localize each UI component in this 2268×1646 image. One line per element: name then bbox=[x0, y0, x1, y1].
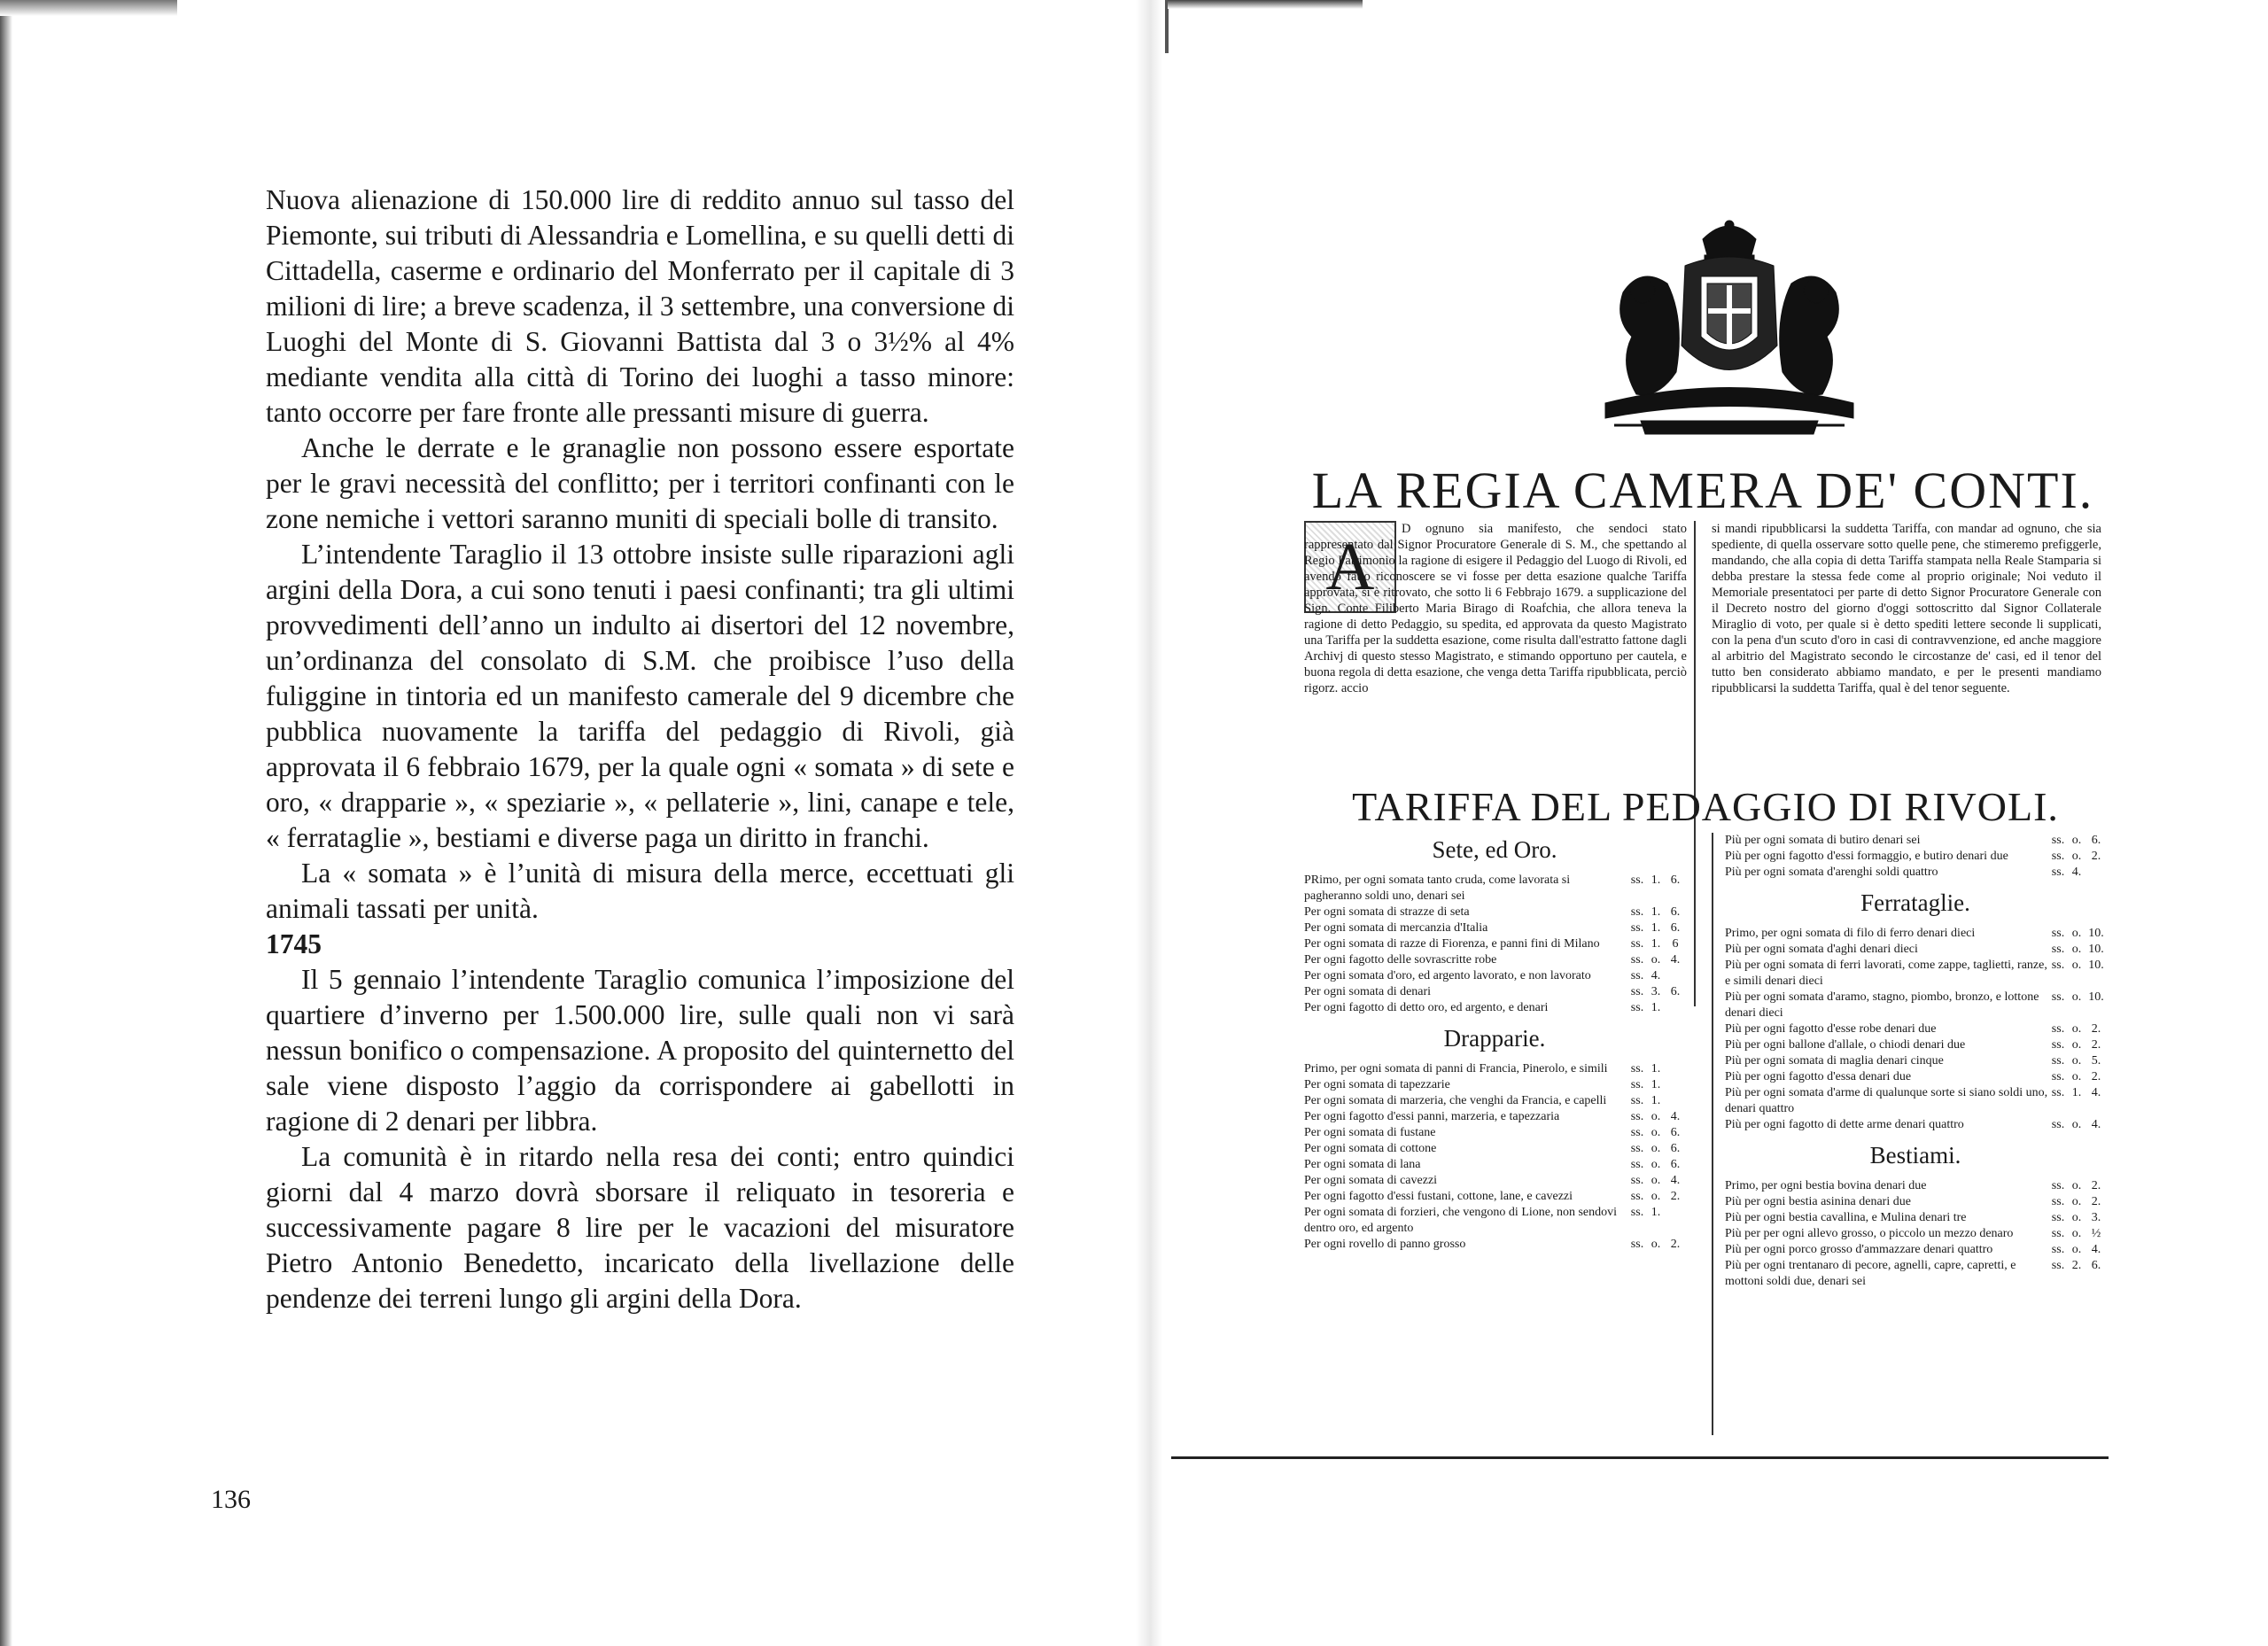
tariff-item: PRimo, per ogni somata tanto cruda, come lavorata si pagheranno soldi uno, denari sei bbox=[1304, 873, 1571, 903]
paragraph: Il 5 gennaio l’intendente Taraglio comunica l’imposizione del quartiere d’inverno per 1.500.000 lire, sulle quali non vi sarà nessun bonifico o compensazione. A proposito del quinternetto del sale viene disposto l’aggio da corrispondere ai gabellotti in ragione di 2 denari per libbra. bbox=[266, 964, 1014, 1137]
tariff-amount: o. bbox=[2071, 1227, 2082, 1240]
tariff-amount: 6 bbox=[1672, 937, 1679, 951]
tariff-amount: 2. bbox=[1670, 1190, 1681, 1203]
tariff-item: Per ogni somata di tapezzarie bbox=[1304, 1078, 1450, 1091]
tariff-row bbox=[1725, 958, 2106, 990]
tariff-amount: 1. bbox=[1651, 1206, 1661, 1219]
tariff-row bbox=[1725, 1178, 2106, 1194]
tariff-item: Per ogni somata di forzieri, che vengono di Lione, non sendovi dentro oro, ed argento bbox=[1304, 1206, 1618, 1235]
decree-column-2 bbox=[1712, 521, 2101, 696]
paragraph: Nuova alienazione di 150.000 lire di reddito annuo sul tasso del Piemonte, sui tributi di Alessandria e Lomellina, e su quelli detti di Cittadella, caserme e ordinario del Monferrato per il capitale di 3 milioni di lire; a breve scadenza, il 3 settembre, una conversione di Luoghi del Monte di S. Giovanni Battista dal 3 o 3½% al 4% mediante vendita alla città di Torino dei luoghi a tasso minore: tanto occorre per fare fronte alle pressanti misure di guerra. bbox=[266, 184, 1014, 428]
tariff-amount: 2. bbox=[2071, 1259, 2082, 1272]
tariff-item: Più per ogni fagotto d'esse robe denari due bbox=[1725, 1022, 1937, 1036]
left-page-top-shadow bbox=[0, 0, 177, 16]
tariff-row bbox=[1304, 1061, 1685, 1077]
tariff-item: Più per ogni somata d'arenghi soldi quattro bbox=[1725, 866, 1938, 879]
tariff-amount: 1. bbox=[1651, 1078, 1661, 1091]
paragraph: L’intendente Taraglio il 13 ottobre insiste sulle riparazioni agli argini della Dora, a cui sono tenuti i paesi confinanti; tra gli ultimi provvedimenti dell’anno un indulto ai disertori del 12 novembre, un’ordinanza del consolato di S.M. che proibisce l’uso della fuliggine in tintoria ed un manifesto camerale del 9 dicembre che pubblica nuovamente la tariffa del pedaggio di Rivoli, già approvata il 6 febbraio 1679, per la quale ogni « somata » di sete e oro, « drapparie », « speziarie », « pellaterie », lini, canape e tele, « ferrataglie », bestiami e diverse paga un diritto in franchi. bbox=[266, 539, 1014, 853]
page-bottom-rule bbox=[1171, 1456, 2109, 1459]
tariff-amount bbox=[1666, 1000, 1685, 1016]
tariff-row bbox=[1304, 984, 1685, 1000]
tariff-row bbox=[1304, 920, 1685, 936]
tariff-amount: 3. bbox=[2091, 1211, 2101, 1224]
tariff-row bbox=[1725, 1210, 2106, 1226]
tariff-section-heading: Ferrataglie. bbox=[1860, 889, 1970, 916]
tariff-amount: 6. bbox=[1670, 1126, 1681, 1139]
tariff-amount: ss. bbox=[2051, 1259, 2065, 1272]
tariff-item: Primo, per ogni somata di panni di Francia, Pinerolo, e simili bbox=[1304, 1062, 1608, 1075]
tariff-amount: 4. bbox=[2091, 1243, 2101, 1256]
tariff-row bbox=[1304, 873, 1685, 905]
tariff-amount: ss. bbox=[1630, 873, 1644, 887]
tariff-row bbox=[1725, 1117, 2106, 1133]
tariff-amount: 2. bbox=[2091, 1195, 2101, 1208]
tariff-item: Più per ogni fagotto d'essa denari due bbox=[1725, 1070, 1912, 1083]
tariff-row bbox=[1725, 926, 2106, 942]
tariff-item: Per ogni somata d'oro, ed argento lavorato, e non lavorato bbox=[1304, 969, 1591, 982]
tariff-amount: 1. bbox=[1651, 937, 1661, 951]
tariff-amount: 6. bbox=[1670, 921, 1681, 935]
left-page-edge bbox=[0, 0, 12, 1646]
tariff-amount: 1. bbox=[1651, 1062, 1661, 1075]
tariff-amount: ss. bbox=[2051, 1054, 2065, 1068]
tariff-item: Più per ogni somata d'arme di qualunque sorte si siano soldi uno, denari quattro bbox=[1725, 1086, 2048, 1115]
tariff-item: Più per per ogni allevo grosso, o piccolo un mezzo denaro bbox=[1725, 1227, 2014, 1240]
tariff-amount: ss. bbox=[1630, 1238, 1644, 1251]
tariff-amount: ss. bbox=[1630, 1001, 1644, 1014]
tariff-amount: 4. bbox=[2071, 866, 2082, 879]
tariff-item: Più per ogni trentanaro di pecore, agnelli, capre, capretti, e mottoni soldi due, denari sei bbox=[1725, 1259, 2016, 1288]
tariff-amount: ss. bbox=[2051, 1243, 2065, 1256]
tariff-row bbox=[1725, 1242, 2106, 1258]
tariff-item: Per ogni fagotto delle sovrascritte robe bbox=[1304, 953, 1497, 967]
tariff-row bbox=[1304, 968, 1685, 984]
tariff-section-heading: Sete, ed Oro. bbox=[1432, 836, 1557, 863]
tariff-amount: 6. bbox=[1670, 873, 1681, 887]
tariff-amount: ss. bbox=[1630, 1174, 1644, 1187]
tariff-amount: ss. bbox=[1630, 1062, 1644, 1075]
tariff-amount: 3. bbox=[1651, 985, 1661, 998]
tariff-amount: ss. bbox=[2051, 1227, 2065, 1240]
tariff-amount: o. bbox=[2071, 1243, 2082, 1256]
tariff-amount: ½ bbox=[2091, 1227, 2101, 1240]
tariff-amount: 1. bbox=[1651, 921, 1661, 935]
tariff-item: Più per ogni somata d'aghi denari dieci bbox=[1725, 943, 1918, 956]
tariff-amount: ss. bbox=[1630, 1078, 1644, 1091]
tariff-item: Per ogni rovello di panno grosso bbox=[1304, 1238, 1466, 1251]
tariff-amount: 4. bbox=[1670, 1174, 1681, 1187]
decree-text: si mandi ripubblicarsi la suddetta Tariffa, con mandar ad ognuno, che sia spediente, di quella osservare sotto quelle pene, che stimeremo prefiggerle, mandando, che alla copia di detta Tariffa stampata nella Reale Stamparia si debba prestare la stessa fede come al proprio originale; Noi veduto il Memoriale presentatoci per parte di detto Signor Procuratore Generale con il Decreto nostro del giorno d'oggi sottoscritto dal Signor Collaterale Miraglio di voto, per quale si è detto spediti lettere seconde li supplicati, con la pena d'un scuto d'oro in casi di contravvenzione, ed anche maggiore al arbitrio del Magistrato secondo le circostanze de' casi, ed il tenor del tutto ben considerato abbiamo mandato, e per le presenti mandiamo ripubblicarsi la suddetta Tariffa, qual è del tenor seguente. bbox=[1712, 522, 2101, 695]
tariff-amount: 2. bbox=[1670, 1238, 1681, 1251]
tariff-item: Per ogni fagotto d'essi fustani, cottone, lane, e cavezzi bbox=[1304, 1190, 1573, 1203]
tariff-row bbox=[1304, 1173, 1685, 1189]
tariff-item: Per ogni somata di denari bbox=[1304, 985, 1432, 998]
tariff-amount: o. bbox=[1651, 1190, 1661, 1203]
book-gutter bbox=[1136, 0, 1162, 1646]
tariff-amount bbox=[2086, 865, 2106, 881]
tariff-row bbox=[1725, 833, 2106, 849]
tariff-item: Primo, per ogni somata di filo di ferro denari dieci bbox=[1725, 927, 1976, 940]
tariff-amount: 2. bbox=[2091, 1022, 2101, 1036]
left-page-text bbox=[266, 182, 1014, 1316]
tariff-amount: 1. bbox=[1651, 905, 1661, 919]
tariff-amount: 6. bbox=[1670, 905, 1681, 919]
tariff-item: Per ogni somata di razze di Fiorenza, e panni fini di Milano bbox=[1304, 937, 1600, 951]
tariff-item: Più per ogni porco grosso d'ammazzare denari quattro bbox=[1725, 1243, 1993, 1256]
tariff-amount: ss. bbox=[2051, 927, 2065, 940]
tariff-item: Più per ogni fagotto d'essi formaggio, e butiro denari due bbox=[1725, 850, 2008, 863]
tariff-item: Per ogni somata di cavezzi bbox=[1304, 1174, 1438, 1187]
tariff-amount: 10. bbox=[2088, 943, 2104, 956]
tariff-item: Più per ogni somata di ferri lavorati, come zappe, taglietti, ranze, e simili denari dieci bbox=[1725, 959, 2047, 988]
tariff-amount: 6. bbox=[2091, 1259, 2101, 1272]
tariff-amount: ss. bbox=[2051, 1070, 2065, 1083]
tariff-amount: 4. bbox=[2091, 1118, 2101, 1131]
tariff-row bbox=[1725, 1194, 2106, 1210]
tariff-row bbox=[1304, 952, 1685, 968]
tariff-amount: 1. bbox=[2071, 1086, 2082, 1099]
tariff-row bbox=[1725, 865, 2106, 881]
tariff-row bbox=[1304, 1109, 1685, 1125]
page-number: 136 bbox=[211, 1485, 251, 1514]
tariff-amount: ss. bbox=[2051, 1211, 2065, 1224]
tariff-row bbox=[1304, 1157, 1685, 1173]
tariff-row bbox=[1304, 1077, 1685, 1093]
tariff-row bbox=[1725, 942, 2106, 958]
tariff-item: Più per ogni bestia asinina denari due bbox=[1725, 1195, 1911, 1208]
tariff-amount: 6. bbox=[2091, 834, 2101, 847]
tariff-amount: 2. bbox=[2091, 1038, 2101, 1052]
tariff-amount: o. bbox=[1651, 1238, 1661, 1251]
tariff-amount: 4. bbox=[1670, 953, 1681, 967]
tariff-item: Per ogni somata di fustane bbox=[1304, 1126, 1436, 1139]
tariff-amount: ss. bbox=[2051, 959, 2065, 972]
tariff-amount: ss. bbox=[2051, 943, 2065, 956]
tariff-amount: ss. bbox=[1630, 1110, 1644, 1123]
tariff-amount: 1. bbox=[1651, 1094, 1661, 1107]
tariff-amount: ss. bbox=[2051, 850, 2065, 863]
tariff-item: Per ogni fagotto di detto oro, ed argento, e denari bbox=[1304, 1001, 1549, 1014]
tariff-amount: o. bbox=[1651, 1174, 1661, 1187]
tariff-column-1 bbox=[1304, 833, 1685, 1253]
tariff-amount: o. bbox=[2071, 1038, 2082, 1052]
tariff-item: Per ogni somata di marzeria, che venghi da Francia, e capelli bbox=[1304, 1094, 1607, 1107]
tariff-section-heading: Bestiami. bbox=[1869, 1142, 1961, 1169]
tariff-amount: ss. bbox=[1630, 1126, 1644, 1139]
tariff-amount: ss. bbox=[2051, 1118, 2065, 1131]
tariff-amount: o. bbox=[1651, 1110, 1661, 1123]
tariff-section-heading: Drapparie. bbox=[1443, 1025, 1546, 1052]
tariff-amount: ss. bbox=[1630, 1158, 1644, 1171]
tariff-amount: ss. bbox=[2051, 1022, 2065, 1036]
tariff-row bbox=[1725, 1226, 2106, 1242]
tariff-amount: ss. bbox=[2051, 1038, 2065, 1052]
paragraph: La comunità è in ritardo nella resa dei conti; entro quindici giorni dal 4 marzo dovrà sborsare il reliquato in tesoreria e successivamente pagare 8 lire per le vacazioni del misuratore Pietro Antonio Benedetto, incaricato della livellazione delle pendenze dei terreni lungo gli argini della Dora. bbox=[266, 1141, 1014, 1314]
tariff-amount: ss. bbox=[1630, 1094, 1644, 1107]
tariff-item: Per ogni somata di cottone bbox=[1304, 1142, 1437, 1155]
tariff-amount: o. bbox=[2071, 943, 2082, 956]
tariff-row bbox=[1725, 1053, 2106, 1069]
tariff-amount bbox=[1666, 968, 1685, 984]
tariff-amount: ss. bbox=[2051, 1086, 2065, 1099]
tariff-item: Più per ogni somata di maglia denari cinque bbox=[1725, 1054, 1944, 1068]
tariff-amount: 1. bbox=[1651, 1001, 1661, 1014]
tariff-row bbox=[1304, 1141, 1685, 1157]
tariff-amount: o. bbox=[2071, 1211, 2082, 1224]
tariff-amount: o. bbox=[2071, 1022, 2082, 1036]
tariff-amount: o. bbox=[1651, 953, 1661, 967]
tariff-row bbox=[1725, 990, 2106, 1021]
tariff-amount: ss. bbox=[1630, 921, 1644, 935]
decree-column-1 bbox=[1304, 521, 1687, 696]
tariff-amount: o. bbox=[2071, 1054, 2082, 1068]
tariff-row bbox=[1725, 1085, 2106, 1117]
tariff-amount: ss. bbox=[1630, 985, 1644, 998]
tariff-amount: o. bbox=[2071, 1118, 2082, 1131]
tariff-amount: 2. bbox=[2091, 850, 2101, 863]
tariff-amount: 1. bbox=[1651, 873, 1661, 887]
tariff-amount: 10. bbox=[2088, 927, 2104, 940]
tariff-amount: ss. bbox=[1630, 1206, 1644, 1219]
tariff-item: Più per ogni somata d'aramo, stagno, piombo, bronzo, e lottone denari dieci bbox=[1725, 990, 2039, 1020]
tariff-amount bbox=[1666, 1205, 1685, 1237]
tariff-row bbox=[1725, 1021, 2106, 1037]
tariff-amount: o. bbox=[2071, 1070, 2082, 1083]
tariff-amount: ss. bbox=[2051, 990, 2065, 1004]
tariff-title: TARIFFA DEL PEDAGGIO DI RIVOLI. bbox=[1352, 784, 2059, 829]
tariff-row bbox=[1304, 1093, 1685, 1109]
tariff-amount: ss. bbox=[1630, 937, 1644, 951]
tariff-amount: 2. bbox=[2091, 1070, 2101, 1083]
tariff-amount bbox=[1666, 1077, 1685, 1093]
tariff-row bbox=[1725, 1037, 2106, 1053]
tariff-amount: 4. bbox=[1651, 969, 1661, 982]
tariff-row bbox=[1725, 1069, 2106, 1085]
tariff-row bbox=[1304, 1237, 1685, 1253]
tariff-amount: o. bbox=[2071, 1195, 2082, 1208]
right-page-top-shadow bbox=[1168, 0, 1363, 9]
tariff-amount: 4. bbox=[1670, 1110, 1681, 1123]
tariff-row bbox=[1304, 1189, 1685, 1205]
tariff-amount: 10. bbox=[2088, 959, 2104, 972]
tariff-item: Per ogni fagotto d'essi panni, marzeria, e tapezzaria bbox=[1304, 1110, 1560, 1123]
tariff-row bbox=[1304, 1125, 1685, 1141]
tariff-amount: 6. bbox=[1670, 985, 1681, 998]
tariff-item: Più per ogni fagotto di dette arme denari quattro bbox=[1725, 1118, 1964, 1131]
tariff-amount: o. bbox=[2071, 850, 2082, 863]
tariff-amount: ss. bbox=[1630, 969, 1644, 982]
tariff-amount: o. bbox=[2071, 1179, 2082, 1192]
tariff-amount: ss. bbox=[2051, 1179, 2065, 1192]
year-heading: 1745 bbox=[266, 928, 322, 959]
tariff-amount: 10. bbox=[2088, 990, 2104, 1004]
tariff-amount: 2. bbox=[2091, 1179, 2101, 1192]
tariff-amount bbox=[1666, 1093, 1685, 1109]
tariff-amount: o. bbox=[2071, 927, 2082, 940]
decorated-initial: A bbox=[1304, 521, 1396, 613]
tariff-amount: o. bbox=[1651, 1126, 1661, 1139]
tariff-amount bbox=[1666, 1061, 1685, 1077]
tariff-amount: ss. bbox=[1630, 1190, 1644, 1203]
tariff-amount: ss. bbox=[1630, 1142, 1644, 1155]
tariff-amount: ss. bbox=[2051, 866, 2065, 879]
paragraph: La « somata » è l’unità di misura della merce, eccettuati gli animali tassati per unità. bbox=[266, 858, 1014, 924]
tariff-amount: ss. bbox=[2051, 834, 2065, 847]
decree-text: D ognuno sia manifesto, che sendoci stato rappresentato dal Signor Procuratore Generale di S. M., che spettando al Regio Patrimonio la ragione di esigere il Pedaggio del Luogo di Rivoli, ed avendo fatto riconoscere se vi fosse per detta esazione qualche Tariffa approvata, si è ritrovato, che sotto li 6 Febbrajo 1679. a supplicazione del Sign. Conte Filiberto Maria Birago di Roafchia, che allora teneva la ragione di detto Pedaggio, su spedita, ed approvata da questo Magistrato una Tariffa per la suddetta esazione, come risulta dall'estratto fattone dagli Archivj di questo stesso Magistrato, e stimando opportuno per cautela, e buona regola di detta esazione, che venga detta Tariffa ripubblicata, perciò rigorz. accio bbox=[1304, 522, 1687, 695]
tariff-column-2 bbox=[1725, 833, 2106, 1290]
tariff-table bbox=[1304, 833, 2107, 1639]
tariff-amount: o. bbox=[1651, 1158, 1661, 1171]
tariff-amount: o. bbox=[2071, 990, 2082, 1004]
tariff-row bbox=[1725, 849, 2106, 865]
tariff-item: Primo, per ogni bestia bovina denari due bbox=[1725, 1179, 1927, 1192]
tariff-row bbox=[1725, 1258, 2106, 1290]
tariff-amount: o. bbox=[2071, 834, 2082, 847]
royal-coat-of-arms-icon bbox=[1588, 213, 1871, 452]
tariff-item: Più per ogni bestia cavallina, e Mulina denari tre bbox=[1725, 1211, 1967, 1224]
tariff-item: Più per ogni somata di butiro denari sei bbox=[1725, 834, 1921, 847]
tariff-row bbox=[1304, 1000, 1685, 1016]
tariff-amount: ss. bbox=[1630, 953, 1644, 967]
tariff-item: Più per ogni ballone d'allale, o chiodi denari due bbox=[1725, 1038, 1966, 1052]
tariff-item: Per ogni somata di strazze di seta bbox=[1304, 905, 1470, 919]
tariff-amount: o. bbox=[2071, 959, 2082, 972]
tariff-row bbox=[1304, 905, 1685, 920]
tariff-row bbox=[1304, 1205, 1685, 1237]
tariff-amount: ss. bbox=[1630, 905, 1644, 919]
column-divider bbox=[1712, 833, 1713, 1435]
paragraph: Anche le derrate e le granaglie non possono essere esportate per le gravi necessità del conflitto; per i territori confinanti con le zone nemiche i vettori saranno muniti di speciali bolle di transito. bbox=[266, 432, 1014, 534]
tariff-amount: 6. bbox=[1670, 1142, 1681, 1155]
tariff-amount: o. bbox=[1651, 1142, 1661, 1155]
tariff-item: Per ogni somata di lana bbox=[1304, 1158, 1421, 1171]
tariff-item: Per ogni somata di mercanzia d'Italia bbox=[1304, 921, 1488, 935]
tariff-amount: 5. bbox=[2091, 1054, 2101, 1068]
tariff-amount: 4. bbox=[2091, 1086, 2101, 1099]
tariff-amount: 6. bbox=[1670, 1158, 1681, 1171]
decree-title: LA REGIA CAMERA DE' CONTI. bbox=[1311, 462, 2094, 519]
tariff-row bbox=[1304, 936, 1685, 952]
tariff-amount: ss. bbox=[2051, 1195, 2065, 1208]
